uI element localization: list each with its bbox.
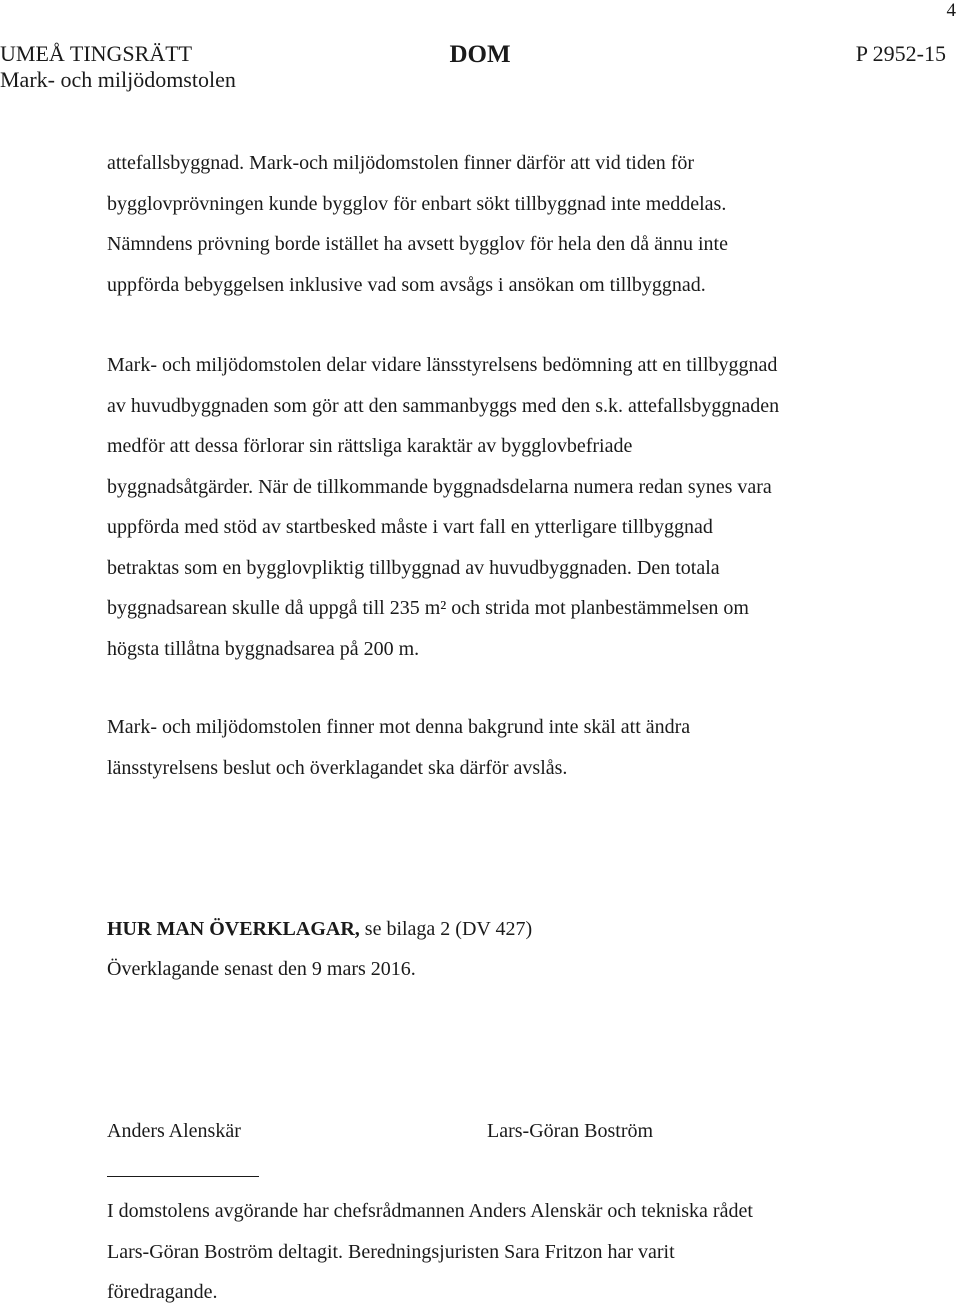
case-number: P 2952-15: [855, 41, 946, 66]
paragraph-3: [107, 707, 907, 788]
paragraph-line: uppförda bebyggelsen inklusive vad som avsågs i ansökan om tillbyggnad.: [107, 273, 706, 296]
paragraph-line: betraktas som en bygglovpliktig tillbyggnad av huvudbyggnaden. Den totala: [107, 556, 720, 579]
paragraph-line: attefallsbyggnad. Mark-och miljödomstolen finner därför att vid tiden för: [107, 152, 695, 174]
page-number: 4: [946, 0, 956, 21]
signature-name-1: Anders Alenskär: [107, 1120, 241, 1142]
footer-line: Lars-Göran Boström deltagit. Beredningsjuristen Sara Fritzon har varit: [107, 1240, 675, 1263]
document-type: DOM: [449, 41, 511, 68]
paragraph-line: av huvudbyggnaden som gör att den sammanbyggs med den s.k. attefallsbyggnaden: [107, 394, 780, 417]
appeal-title: HUR MAN ÖVERKLAGAR,: [107, 918, 360, 940]
signature-divider: [107, 1176, 259, 1177]
court-name: UMEÅ TINGSRÄTT: [0, 41, 193, 66]
paragraph-line: Mark- och miljödomstolen delar vidare länsstyrelsens bedömning att en tillbyggnad: [107, 354, 778, 376]
paragraph-line: Mark- och miljödomstolen finner mot denna bakgrund inte skäl att ändra: [107, 716, 691, 738]
paragraph-line: högsta tillåtna byggnadsarea på 200 m.: [107, 637, 420, 660]
paragraph-2: [107, 345, 907, 669]
paragraph-line: Nämndens prövning borde istället ha avsett bygglov för hela den då ännu inte: [107, 233, 728, 255]
court-division: Mark- och miljödomstolen: [0, 67, 236, 92]
footer-line: I domstolens avgörande har chefsrådmannen Anders Alenskär och tekniska rådet: [107, 1200, 753, 1222]
appeal-deadline: Överklagande senast den 9 mars 2016.: [107, 958, 416, 980]
paragraph-line: uppförda med stöd av startbesked måste i vart fall en ytterligare tillbyggnad: [107, 516, 713, 538]
paragraph-line: byggnadsarean skulle då uppgå till 235 m² och strida mot planbestämmelsen om: [107, 597, 749, 619]
appeal-reference: se bilaga 2 (DV 427): [359, 918, 533, 940]
paragraph-line: bygglovprövningen kunde bygglov för enbart sökt tillbyggnad inte meddelas.: [107, 192, 727, 215]
paragraph-line: länsstyrelsens beslut och överklagandet ska därför avslås.: [107, 756, 568, 779]
paragraph-line: medför att dessa förlorar sin rättsliga karaktär av bygglovbefriade: [107, 435, 633, 457]
appeal-instructions: [107, 909, 532, 950]
paragraph-line: byggnadsåtgärder. När de tillkommande byggnadsdelarna numera redan synes vara: [107, 475, 772, 498]
signature-name-2: Lars-Göran Boström: [487, 1120, 654, 1142]
composition-note: [107, 1191, 753, 1313]
paragraph-1: [107, 143, 907, 305]
footer-line: föredragande.: [107, 1281, 218, 1303]
